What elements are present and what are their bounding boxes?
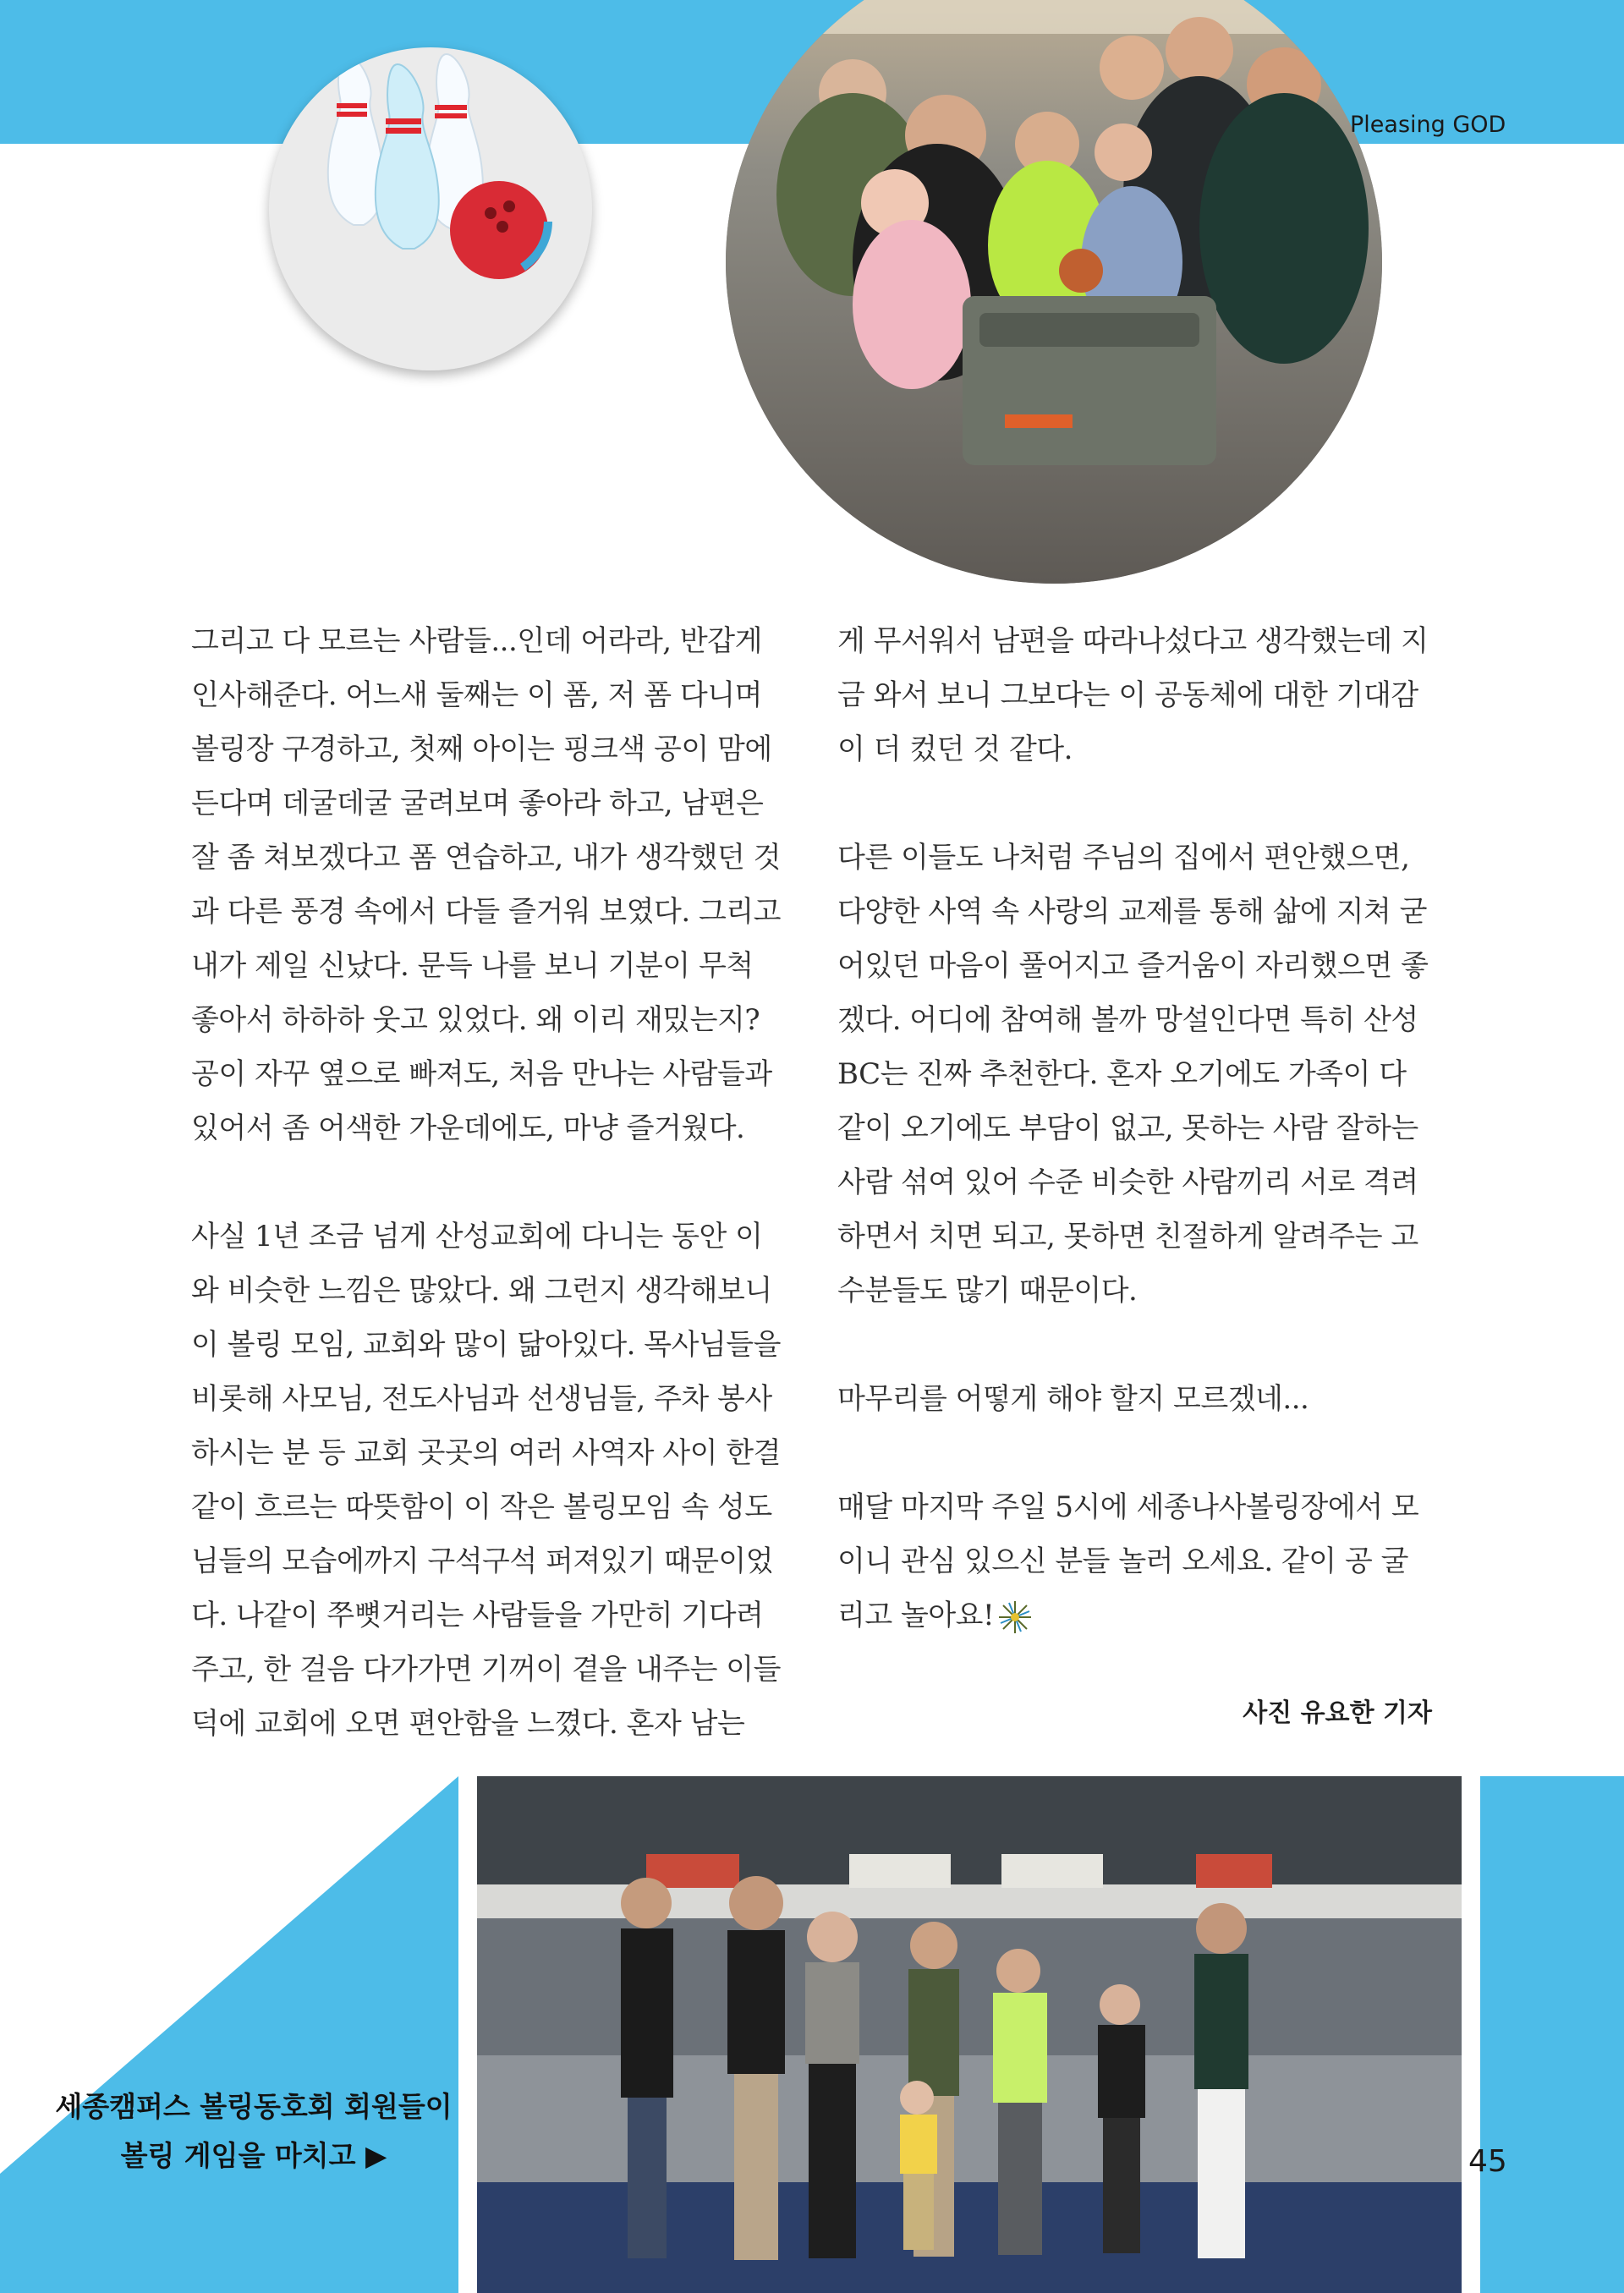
section-label: Pleasing GOD <box>1350 112 1506 138</box>
paragraph: 게 무서워서 남편을 따라나섰다고 생각했는데 지금 와서 보니 그보다는 이 공동체에 대한 기대감이 더 컸던 것 같다. <box>837 624 1429 766</box>
bottom-accent-bar <box>1480 1776 1624 2293</box>
closing-text: 매달 마지막 주일 5시에 세종나사볼링장에서 모이니 관심 있으신 분들 놀러 오세요. 같이 공 굴리고 놀아요! <box>837 1490 1419 1632</box>
paragraph: 다른 이들도 나처럼 주님의 집에서 편안했으면, 다양한 사역 속 사랑의 교제를 통해 삶에 지쳐 굳어있던 마음이 풀어지고 즐거움이 자리했으면 좋겠다. 어디에 참여해 볼까 망설인다면 특히 산성 BC는 진짜 추천한다. 혼자 오기에도 가족이 다 같이 오기에도 부담이 없고, 못하는 사람 잘하는 사람 섞여 있어 수준 비슷한 사람끼리 서로 격려하면서 치면 되고, 못하면 친절하게 알려주는 고수분들도 많기 때문이다. <box>837 841 1429 1308</box>
paragraph: 사실 1년 조금 넘게 산성교회에 다니는 동안 이와 비슷한 느낌은 많았다. 왜 그런지 생각해보니 이 볼링 모임, 교회와 많이 닮아있다. 목사님들을 비롯해 사모님, 전도사님과 선생님들, 주차 봉사 하시는 분 등 교회 곳곳의 여러 사역자 사이 한결같이 흐르는 따뜻함이 이 작은 볼링모임 속 성도님들의 모습에까지 구석구석 퍼져있기 때문이었다. 나같이 쭈뼛거리는 사람들을 가만히 기다려주고, 한 걸음 다가가면 기꺼이 곁을 내주는 이들 덕에 교회에 오면 편안함을 느꼈다. 혼자 남는 <box>191 1220 781 1741</box>
caption-line-1: 세종캠퍼스 볼링동호회 회원들이 <box>55 2090 453 2123</box>
article-right-column <box>837 614 1429 1643</box>
paragraph: 그리고 다 모르는 사람들...인데 어라라, 반갑게 인사해준다. 어느새 둘째는 이 폼, 저 폼 다니며 볼링장 구경하고, 첫째 아이는 핑크색 공이 맘에 든다며 데굴데굴 굴려보며 좋아라 하고, 남편은 잘 좀 쳐보겠다고 폼 연습하고, 내가 생각했던 것과 다른 풍경 속에서 다들 즐거워 보였다. 그리고 내가 제일 신났다. 문득 나를 보니 기분이 무척 좋아서 하하하 웃고 있었다. 왜 이리 재밌는지? 공이 자꾸 옆으로 빠져도, 처음 만나는 사람들과 있어서 좀 어색한 가운데에도, 마냥 즐거웠다. <box>191 624 781 1145</box>
caption-line-2: 볼링 게임을 마치고 ▶ <box>120 2139 387 2172</box>
paragraph: 마무리를 어떻게 해야 할지 모르겠네... <box>837 1382 1309 1416</box>
article-left-column <box>191 614 783 1751</box>
bowling-ball-icon <box>450 181 548 279</box>
group-photo <box>477 1776 1462 2293</box>
photo-caption <box>51 2082 457 2181</box>
sparkle-icon <box>997 1599 1033 1635</box>
bottom-accent-triangle <box>0 1776 458 2293</box>
page-number: 45 <box>1468 2144 1507 2179</box>
paragraph <box>837 1480 1429 1643</box>
bowling-illustration <box>269 47 592 370</box>
photo-credit: 사진 유요한 기자 <box>1243 1698 1432 1728</box>
team-hands-photo <box>726 0 1382 584</box>
